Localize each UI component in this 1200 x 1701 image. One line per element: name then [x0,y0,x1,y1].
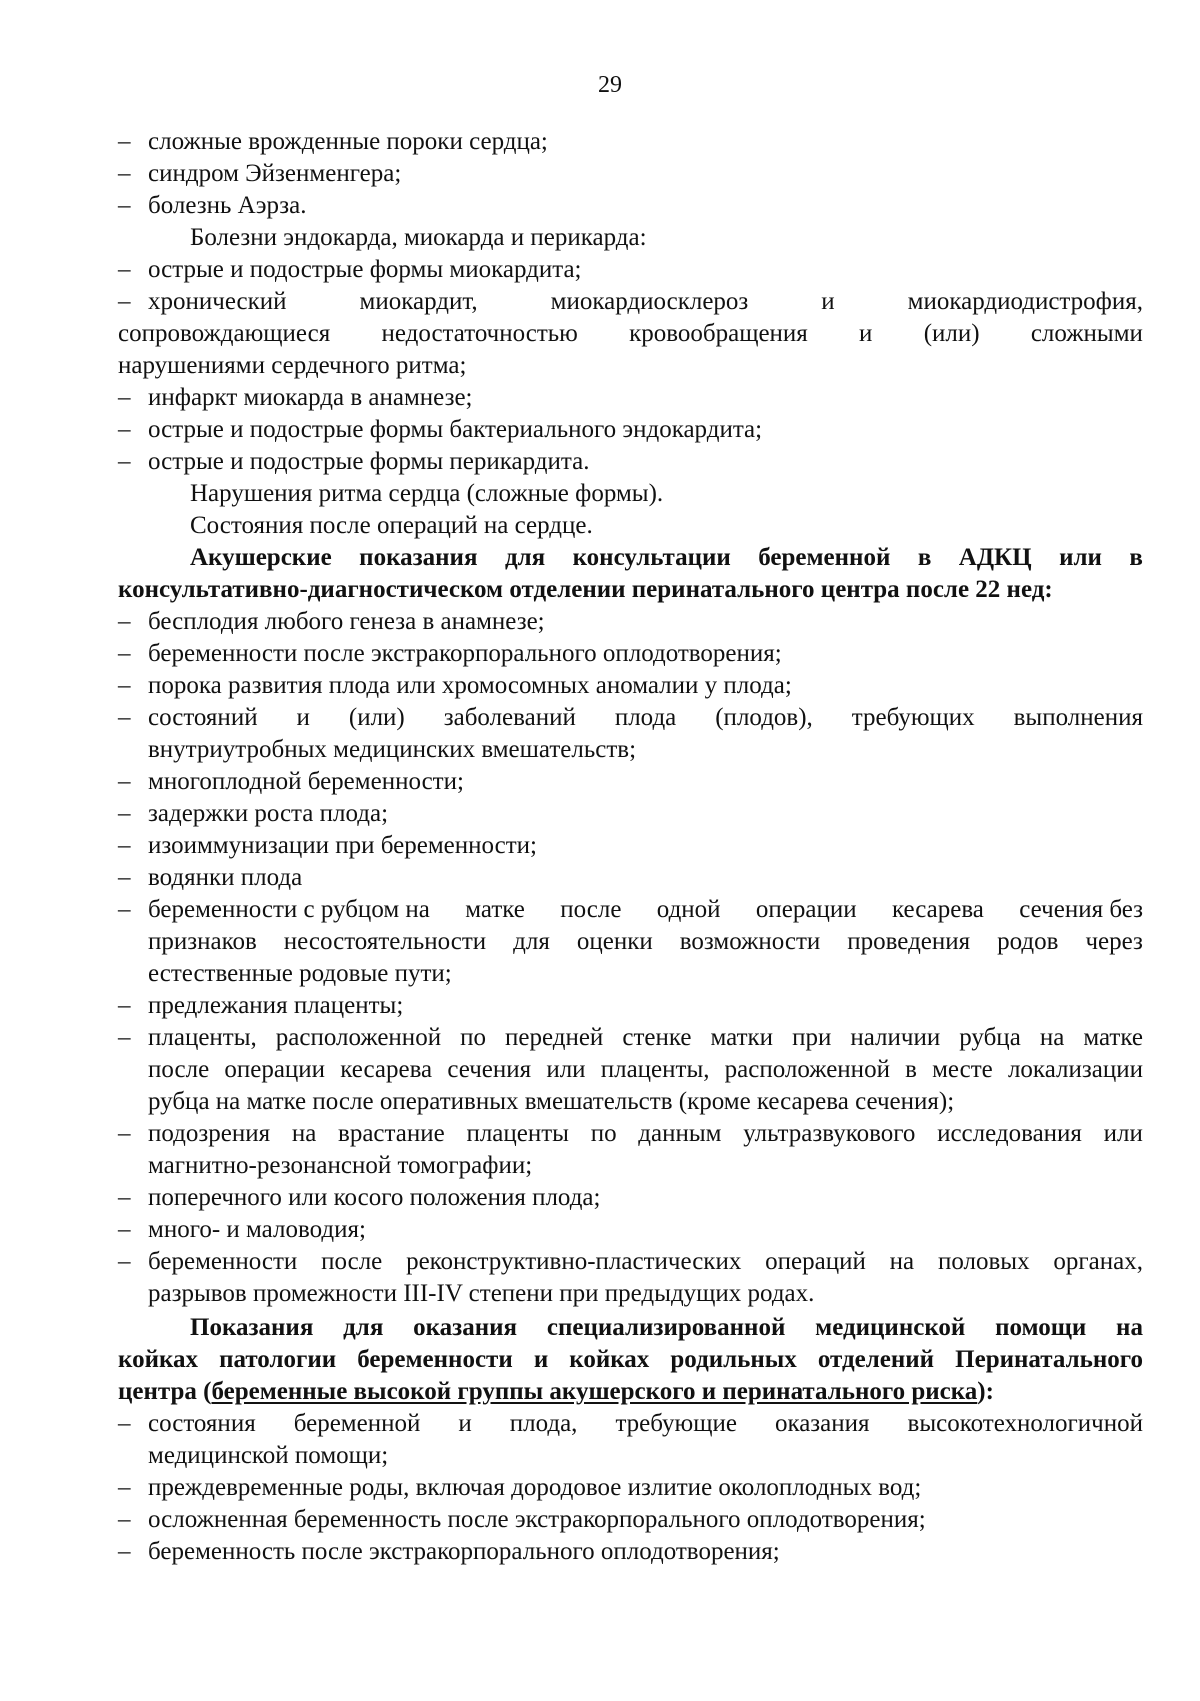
list-bullet: – [118,1184,131,1211]
word: кесарева [340,1056,433,1083]
list-bullet: – [118,1216,131,1243]
justified-text [190,542,1143,574]
word: сечения [447,1056,532,1083]
word: родильных [670,1346,797,1373]
word: койках [118,1346,199,1373]
justified-text [148,1054,1143,1086]
list-item [118,1182,1143,1214]
list-bullet: – [118,992,131,1019]
justified-text [148,1408,1143,1440]
word: одной [656,896,721,923]
word: и [859,320,873,347]
word: для [504,544,546,571]
list-item-text: острые и подострые формы миокардита; [148,256,582,283]
word: на [889,1248,915,1275]
list-bullet: – [118,640,131,667]
list-bullet: – [118,1024,131,1051]
list-item-text: много- и маловодия; [148,1216,366,1243]
heading-prefix: центра ( [118,1378,212,1405]
word: беременности с рубцом на [148,896,430,923]
word: на [1116,1314,1143,1341]
word: операций [765,1248,866,1275]
list-item [118,382,1143,414]
list-item-continuation [118,318,1143,350]
list-bullet: – [118,896,131,923]
word: требующие [615,1410,737,1437]
section-heading-continuation [118,574,1143,606]
word: беременности [357,1346,513,1373]
list-item [118,1118,1143,1150]
word: беременной [293,1410,421,1437]
word: после [148,1056,210,1083]
list-item [118,766,1143,798]
list-bullet: – [118,128,131,155]
list-item-continuation [118,958,1143,990]
word: плаценты [466,1120,569,1147]
underlined-risk-group: беременные высокой группы акушерского и перинатального риска [211,1378,978,1405]
word: родов [997,928,1059,955]
section-heading [118,1312,1143,1344]
word: стенке [622,1024,692,1051]
word: для [513,928,550,955]
word: Показания [190,1314,314,1341]
word: локализации [1007,1056,1143,1083]
word: и [458,1410,472,1437]
list-item-continuation [118,350,1143,382]
word: состояний [148,704,258,731]
list-item-text: беременности после экстракорпорального оплодотворения; [148,640,782,667]
section-heading-text: консультативно-диагностическом отделении перинатального центра после 22 нед: [118,576,1053,603]
list-bullet: – [118,416,131,443]
list-item [118,1214,1143,1246]
list-item [118,414,1143,446]
list-item-text: внутриутробных медицинских вмешательств; [148,736,637,763]
word: койках [569,1346,650,1373]
word: сложными [1030,320,1143,347]
list-bullet: – [118,1538,131,1565]
word: на [1039,1024,1065,1051]
word: (или) [923,320,980,347]
word: при [792,1024,832,1051]
word: в [905,1056,917,1083]
list-item-text: болезнь Аэрза. [148,192,307,219]
word: реконструктивно-пластических [406,1248,742,1275]
list-item-text: предлежания плаценты; [148,992,404,1019]
word: и [296,704,310,731]
list-item [118,798,1143,830]
list-bullet: – [118,448,131,475]
word: данным [638,1120,722,1147]
word: заболеваний [443,704,576,731]
word: состояния [148,1410,256,1437]
list-item-text: рубца на матке после оперативных вмешательств (кроме кесарева сечения); [148,1088,955,1115]
list-bullet: – [118,1506,131,1533]
list-item [118,158,1143,190]
list-item [118,254,1143,286]
word: расположенной [275,1024,442,1051]
word: врастание [338,1120,445,1147]
word: по [590,1120,617,1147]
word: специализированной [546,1314,786,1341]
word: оказания [413,1314,518,1341]
word: (или) [348,704,405,731]
list-bullet: – [118,832,131,859]
list-item-text: синдром Эйзенменгера; [148,160,402,187]
list-bullet: – [118,160,131,187]
list-item [118,1246,1143,1278]
word: расположенной [724,1056,890,1083]
word: отделений [817,1346,935,1373]
word: через [1085,928,1143,955]
word: Акушерские [190,544,332,571]
word: передней [505,1024,604,1051]
word: месте [932,1056,993,1083]
subheading-text: Состояния после операций на сердце. [190,512,593,539]
list-item [118,894,1143,926]
word: плаценты, [600,1056,710,1083]
list-item [118,990,1143,1022]
justified-text [148,702,1143,734]
word: высокотехнологичной [907,1410,1143,1437]
word: матки [710,1024,774,1051]
list-item-text: инфаркт миокарда в анамнезе; [148,384,473,411]
justified-text [118,318,1143,350]
word: для [343,1314,384,1341]
word: медицинской [815,1314,966,1341]
list-bullet: – [118,288,131,315]
word: Перинатального [955,1346,1143,1373]
list-item-text: беременность после экстракорпорального оплодотворения; [148,1538,780,1565]
word: показания [359,544,478,571]
word: на [291,1120,317,1147]
list-bullet: – [118,1248,131,1275]
word: помощи [995,1314,1087,1341]
word: наличии [850,1024,941,1051]
word: матке [465,896,525,923]
list-item [118,606,1143,638]
word: требующих [851,704,975,731]
list-item [118,1472,1143,1504]
list-item [118,446,1143,478]
justified-text [148,1022,1143,1054]
list-item-text: изоиммунизации при беременности; [148,832,537,859]
word: кровообращения [629,320,808,347]
word: оценки [576,928,653,955]
list-item-text: магнитно-резонансной томографии; [148,1152,533,1179]
list-item [118,190,1143,222]
list-item [118,286,1143,318]
word: консультации [572,544,731,571]
section-heading-text [118,1376,1143,1408]
word: половых [937,1248,1030,1275]
list-item-text: преждевременные роды, включая дородовое излитие околоплодных вод; [148,1474,922,1501]
justified-text [148,894,1143,926]
word: и [533,1346,549,1373]
word: исследования [937,1120,1082,1147]
list-item-continuation [118,1440,1143,1472]
word: в [917,544,932,571]
list-item-continuation [118,926,1143,958]
list-item-text: острые и подострые формы перикардита. [148,448,590,475]
list-bullet: – [118,608,131,635]
word: возможности [679,928,821,955]
list-item [118,1536,1143,1568]
subheading [118,478,1143,510]
list-bullet: – [118,1474,131,1501]
list-item-text: острые и подострые формы бактериального эндокардита; [148,416,763,443]
section-heading-continuation [118,1344,1143,1376]
list-item-continuation [118,1150,1143,1182]
word: по [460,1024,486,1051]
list-bullet: – [118,256,131,283]
list-bullet: – [118,704,131,731]
word: после [321,1248,383,1275]
list-bullet: – [118,192,131,219]
subheading [118,510,1143,542]
justified-text [118,1344,1143,1376]
subheading-text: Болезни эндокарда, миокарда и перикарда: [190,224,647,251]
section-heading-continuation [118,1376,1143,1408]
list-item-continuation [118,734,1143,766]
justified-text [148,286,1143,318]
list-item-text: медицинской помощи; [148,1442,389,1469]
list-bullet: – [118,384,131,411]
list-item-text: сложные врожденные пороки сердца; [148,128,548,155]
list-item-continuation [118,1086,1143,1118]
word: сечения без [1019,896,1143,923]
list-item-text: задержки роста плода; [148,800,389,827]
word: или [1059,544,1102,571]
list-item-text: водянки плода [148,864,303,891]
word: после [560,896,622,923]
word: АДКЦ [958,544,1032,571]
justified-text [148,1118,1143,1150]
list-item-text: естественные родовые пути; [148,960,452,987]
list-bullet: – [118,800,131,827]
word: матке [1083,1024,1143,1051]
word: ультразвукового [743,1120,916,1147]
word: признаков [148,928,257,955]
word: патологии [219,1346,337,1373]
word: плода [614,704,677,731]
list-item [118,1022,1143,1054]
document-body [118,126,1143,1568]
list-item-text: поперечного или косого положения плода; [148,1184,601,1211]
justified-text [190,1312,1143,1344]
word: недостаточностью [381,320,578,347]
word: операции [755,896,857,923]
list-bullet: – [118,864,131,891]
word: подозрения [148,1120,271,1147]
list-bullet: – [118,672,131,699]
list-item-text: осложненная беременность после экстракорпорального оплодотворения; [148,1506,926,1533]
list-item-text: порока развития плода или хромосомных аномалии у плода; [148,672,792,699]
list-item [118,1504,1143,1536]
list-item [118,862,1143,894]
word: в [1129,544,1143,571]
word: миокардиосклероз [550,288,749,315]
list-item [118,638,1143,670]
word: и [821,288,835,315]
list-bullet: – [118,1410,131,1437]
word: или [546,1056,586,1083]
list-item-continuation [118,1278,1143,1310]
list-bullet: – [118,768,131,795]
heading-suffix: ): [977,1378,994,1405]
word: хронический [148,288,287,315]
list-bullet: – [118,1120,131,1147]
word: выполнения [1013,704,1143,731]
word: плаценты, [148,1024,257,1051]
word: беременности [148,1248,298,1275]
word: миокардит, [359,288,478,315]
word: беременной [758,544,891,571]
word: несостоятельности [283,928,487,955]
list-item [118,702,1143,734]
word: рубца [959,1024,1021,1051]
list-item [118,126,1143,158]
list-item-text: многоплодной беременности; [148,768,464,795]
word: проведения [847,928,971,955]
list-item-continuation [118,1054,1143,1086]
word: или [1103,1120,1143,1147]
list-item [118,670,1143,702]
list-item-text: разрывов промежности III-IV степени при предыдущих родах. [148,1280,815,1307]
subheading [118,222,1143,254]
word: (плодов), [715,704,813,731]
justified-text [148,1246,1143,1278]
word: органах, [1053,1248,1143,1275]
justified-text [148,926,1143,958]
word: кесарева [892,896,984,923]
subheading-text: Нарушения ритма сердца (сложные формы). [190,480,664,507]
page-number: 29 [598,72,622,98]
list-item-text: бесплодия любого генеза в анамнезе; [148,608,545,635]
list-item [118,1408,1143,1440]
list-item-text: нарушениями сердечного ритма; [118,352,467,379]
word: сопровождающиеся [118,320,331,347]
list-item [118,830,1143,862]
word: операции [224,1056,326,1083]
word: оказания [774,1410,870,1437]
word: миокардиодистрофия, [907,288,1143,315]
word: плода, [509,1410,578,1437]
section-heading [118,542,1143,574]
